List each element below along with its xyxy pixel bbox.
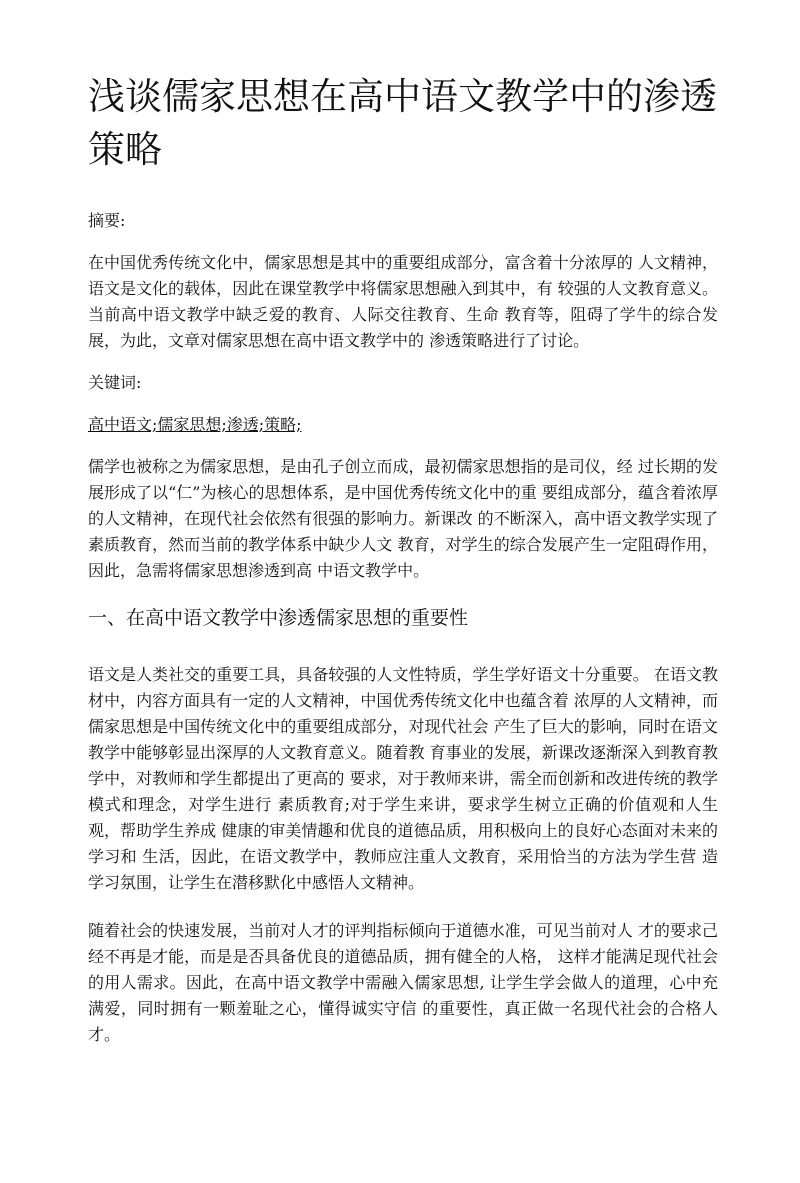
section-heading: 一、在高中语文教学中渗透儒家思想的重要性 [88, 607, 469, 629]
intro-paragraph: 儒学也被称之为儒家思想，是由孔子创立而成，最初儒家思想指的是司仪，经 过长期的发展形成了以“仁”为核心的思想体系，是中国优秀传统文化中的重 要组成部分，蕴含着浓厚的人文精神，在现代社会依然有很强的影响力。新课改 的不断深入，高中语文教学实现了素质教育，然而当前的教学体系中缺少人文 教育，对学生的综合发展产生一定阻碍作用，因此，急需将儒家思想渗透到高 中语文教学中。 [88, 457, 718, 580]
section-paragraph: 语文是人类社交的重要工具，具备较强的人文性特质，学生学好语文十分重要。 在语文教材中，内容方面具有一定的人文精神，中国优秀传统文化中也蕴含着 浓厚的人文精神，而儒家思想是中国传统文化中的重要组成部分，对现代社会 产生了巨大的影响，同时在语文教学中能够彰显出深厚的人文教育意义。随着教 育事业的发展，新课改逐渐深入到教育教学中，对教师和学生都提出了更高的 要求，对于教师来讲，需全而创新和改进传统的教学模式和理念，对学生进行 素质教育;对于学生来讲，要求学生树立正确的价值观和人生观，帮助学生养成 健康的审美情趣和优良的道德品质，用积极向上的良好心态面对未来的学习和 生活，因此，在语文教学中，教师应注重人文教育，采用恰当的方法为学生营 造学习氛围，让学生在潜移默化中感悟人文精神。 [88, 665, 718, 892]
keywords-text: 高中语文;儒家思想;渗透;策略; [88, 415, 302, 434]
keywords-label: 关键词: [88, 373, 142, 392]
abstract-label: 摘要: [88, 211, 126, 230]
section-paragraph: 随着社会的快速发展，当前对人才的评判指标倾向于道德水准，可见当前对人 才的要求己经不再是才能，而是是否具备优良的道德品质，拥有健全的人格， 这样才能满足现代社会的用人需求。因此，在高中语文教学中需融入儒家思想, 让学生学会做人的道理，心中充满爱，同时拥有一颗羞耻之心，懂得诚实守信 的重要性，真正做一名现代社会的合格人才。 [88, 921, 718, 1044]
abstract-text: 在中国优秀传统文化中，儒家思想是其中的重要组成部分，富含着十分浓厚的 人文精神，语文是文化的载体，因此在课堂教学中将儒家思想融入到其中，有 较强的人文教育意义。当前高中语文教学中缺乏爱的教育、人际交往教育、生命 教育等，阻碍了学牛的综合发展，为此，文章对儒家思想在高中语文教学中的 渗透策略进行了讨论。 [88, 253, 718, 350]
document-title: 浅谈儒家思想在高中语文教学中的渗透策略 [88, 75, 717, 171]
document-page [88, 70, 718, 1064]
